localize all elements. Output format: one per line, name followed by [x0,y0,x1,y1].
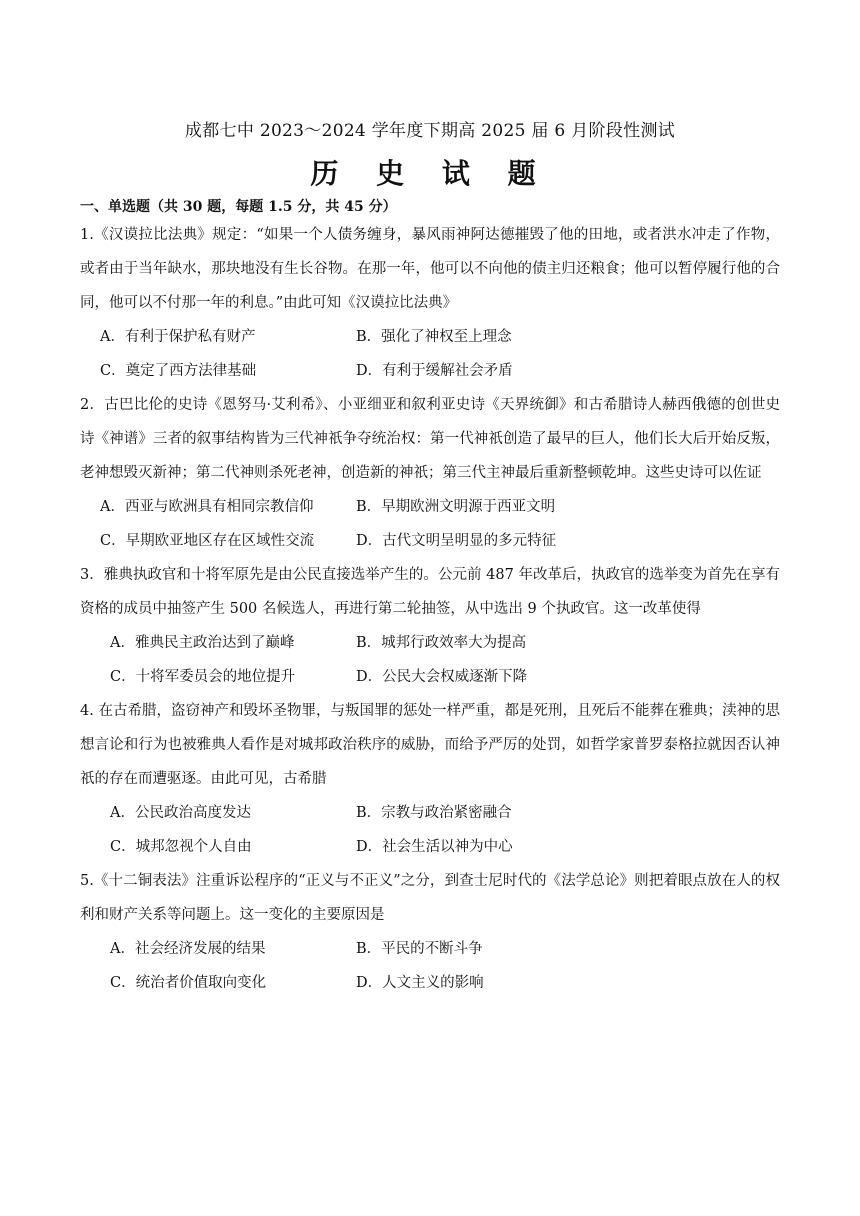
answer-options [80,320,780,388]
question-stem: 3．雅典执政官和十将军原先是由公民直接选举产生的。公元前 487 年改革后，执政官的选举变为首先在享有资格的成员中抽签产生 500 名候选人，再进行第二轮抽签，从中选出 9 个执政官。这一改革使得 [80,567,780,617]
question-4 [80,694,780,864]
option-c: C．十将军委员会的地位提升 [110,669,296,685]
option-b: B．城邦行政效率大为提高 [356,635,527,651]
option-b: B．强化了神权至上理念 [356,329,512,345]
answer-options [80,932,780,1000]
question-stem: 4. 在古希腊，盗窃神产和毁坏圣物罪，与叛国罪的惩处一样严重，都是死刑，且死后不能葬在雅典；渎神的思想言论和行为也被雅典人看作是对城邦政治秩序的威胁，而给予严厉的处罚，如哲学家普罗泰格拉就因否认神祇的存在而遭驱逐。由此可见，古希腊 [80,703,780,787]
option-a: A．雅典民主政治达到了巅峰 [110,635,295,651]
answer-options [80,490,780,558]
option-b: B．宗教与政治紧密融合 [356,805,512,821]
option-c: C．奠定了西方法律基础 [100,363,257,379]
question-2 [80,388,780,558]
answer-options [80,796,780,864]
option-c: C．统治者价值取向变化 [110,975,267,991]
option-c: C．早期欧亚地区存在区域性交流 [100,533,315,549]
question-stem: 2．古巴比伦的史诗《恩努马·艾利希》、小亚细亚和叙利亚史诗《天界统御》和古希腊诗人赫西俄德的创世史诗《神谱》三者的叙事结构皆为三代神祇争夺统治权：第一代神祇创造了最早的巨人，他们长大后开始反叛，老神想毁灭新神；第二代神则杀死老神，创造新的神祇；第三代主神最后重新整顿乾坤。这些史诗可以佐证 [80,397,780,481]
question-3 [80,558,780,694]
question-list [80,218,780,1000]
option-b: B．早期欧洲文明源于西亚文明 [356,499,556,515]
option-a: A．社会经济发展的结果 [110,941,266,957]
option-a: A．西亚与欧洲具有相同宗教信仰 [100,499,314,515]
option-a: A．有利于保护私有财产 [100,329,256,345]
option-a: A．公民政治高度发达 [110,805,251,821]
exam-header: 成都七中 2023～2024 学年度下期高 2025 届 6 月阶段性测试 [184,121,676,141]
question-stem: 5.《十二铜表法》注重诉讼程序的“正义与不正义”之分，到查士尼时代的《法学总论》则把着眼点放在人的权利和财产关系等问题上。这一变化的主要原因是 [80,873,780,923]
section-heading: 一、单选题（共 30 题，每题 1.5 分，共 45 分） [80,199,397,215]
option-d: D．公民大会权威逐渐下降 [356,669,528,685]
option-b: B．平民的不断斗争 [356,941,483,957]
option-d: D．社会生活以神为中心 [356,839,513,855]
option-d: D．有利于缓解社会矛盾 [356,363,513,379]
question-stem: 1.《汉谟拉比法典》规定：“如果一个人债务缠身，暴风雨神阿达德摧毁了他的田地，或者洪水冲走了作物，或者由于当年缺水，那块地没有生长谷物。在那一年，他可以不向他的债主归还粮食；他可以暂停履行他的合同，他可以不付那一年的利息。”由此可知《汉谟拉比法典》 [80,227,780,311]
question-5 [80,864,780,1000]
option-c: C．城邦忽视个人自由 [110,839,252,855]
option-d: D．人文主义的影响 [356,975,484,991]
option-d: D．古代文明呈明显的多元特征 [356,533,557,549]
exam-title: 历 史 试 题 [310,157,550,190]
question-1 [80,218,780,388]
answer-options [80,626,780,694]
